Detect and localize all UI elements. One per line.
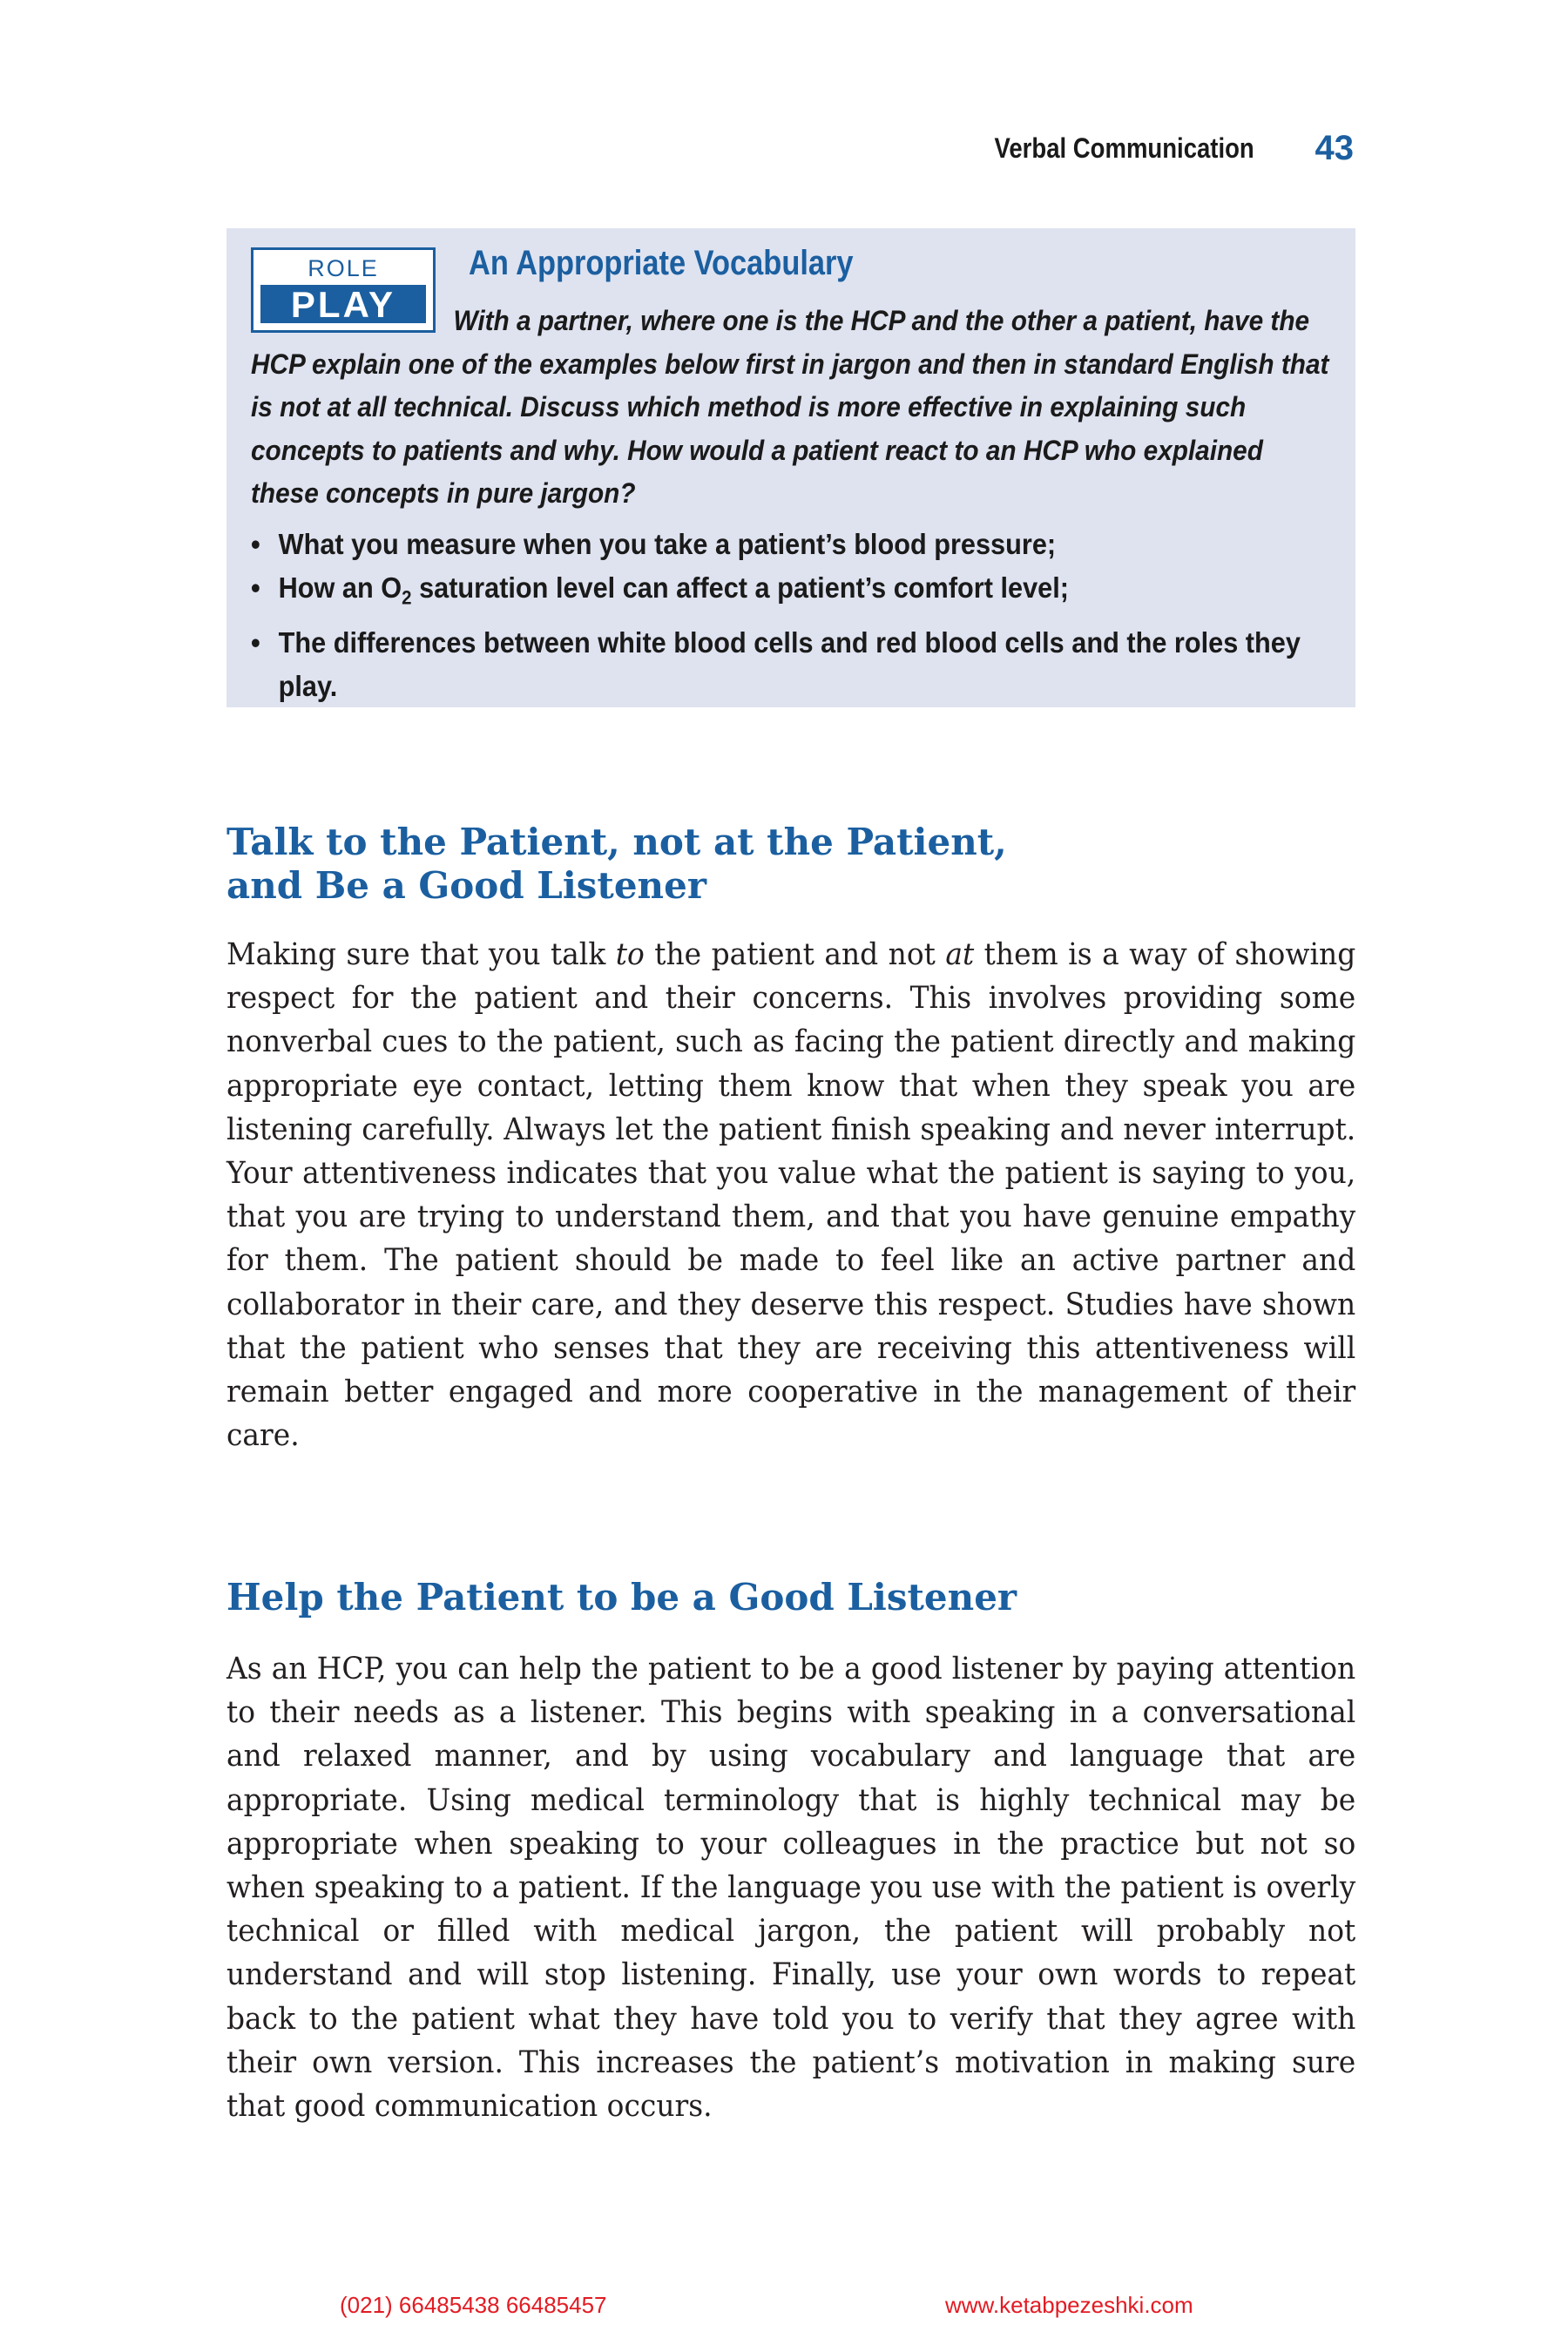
section-heading-talk-to-patient (226, 821, 1185, 908)
paragraph-text: them is a way of showing respect for the patient and their concerns. This involves providing some nonverbal cues to the patient, such as facing the patient directly and making appropriate eye contact, letting them know that when they speak you are listening carefully. Always let the patient finish speaking and never interrupt. Your attentiveness indicates that you value what the patient is saying to you, that you are trying to understand them, and that you have genuine empathy for them. The patient should be made to feel like an active partner and collaborator in their care, and they deserve this respect. Studies have shown that the patient who senses that they are receiving this attentiveness will remain better engaged and more cooperative in the management of their care. (226, 937, 1356, 1454)
bullet: • (251, 571, 260, 605)
bullet: • (251, 527, 260, 560)
subscript: 2 (402, 587, 412, 610)
role-play-box (226, 228, 1355, 707)
role-play-title: An Appropriate Vocabulary (469, 244, 854, 282)
list-item (251, 621, 1332, 709)
list-item (251, 566, 1332, 620)
list-item-text-after: saturation level can affect a patient’s comfort level; (411, 571, 1069, 605)
bullet: • (251, 625, 260, 659)
body-paragraph-talk-to-patient (226, 933, 1355, 1457)
heading-line: Talk to the Patient, not at the Patient, (226, 821, 1007, 863)
emphasis-to: to (615, 937, 645, 972)
heading-line: and Be a Good Listener (226, 864, 706, 907)
list-item-text-before: How an O (278, 571, 402, 605)
footer-website: www.ketabpezeshki.com (945, 2292, 1193, 2318)
paragraph-text: Making sure that you talk (226, 937, 616, 972)
list-item-text: The differences between white blood cells and red blood cells and the roles they play. (278, 625, 1301, 703)
badge-play-label: PLAY (260, 285, 426, 323)
list-item (251, 523, 1332, 567)
badge-role-label: ROLE (308, 255, 379, 281)
list-item-text: What you measure when you take a patient’s blood pressure; (278, 527, 1057, 560)
emphasis-at: at (945, 937, 975, 972)
footer-phone: (021) 66485438 66485457 (340, 2292, 607, 2318)
page-number: 43 (1315, 128, 1354, 167)
running-header (952, 122, 1354, 174)
running-header-title: Verbal Communication (994, 132, 1254, 164)
role-play-examples (251, 523, 1331, 709)
body-paragraph-help-patient-listen: As an HCP, you can help the patient to be a good listener by paying attention to their needs as a listener. This begins with speaking in a conversational and relaxed manner, and by using vocabulary and language that are appropriate. Using medical terminology that is highly technical may be appropriate when speaking to your colleagues in the practice but not so when speaking to a patient. If the language you use with the patient is overly technical or filled with medical jargon, the patient will probably not understand and will stop listening. Finally, use your own words to repeat back to the patient what they have told you to verify that they agree with their own version. This increases the patient’s motivation in making sure that good communication occurs. (226, 1652, 1356, 2125)
paragraph-text: the patient and not (644, 937, 946, 972)
section-heading-help-patient-listen: Help the Patient to be a Good Listener (226, 1576, 1017, 1619)
role-play-instructions: With a partner, where one is the HCP and the other a patient, have the HCP explain one of the examples below first in jargon and then in standard English that is not at all technical. Discuss which method is more effective in explaining such concepts to patients and why. How would a patient react to an HCP who explained these concepts in pure jargon? (251, 305, 1329, 510)
